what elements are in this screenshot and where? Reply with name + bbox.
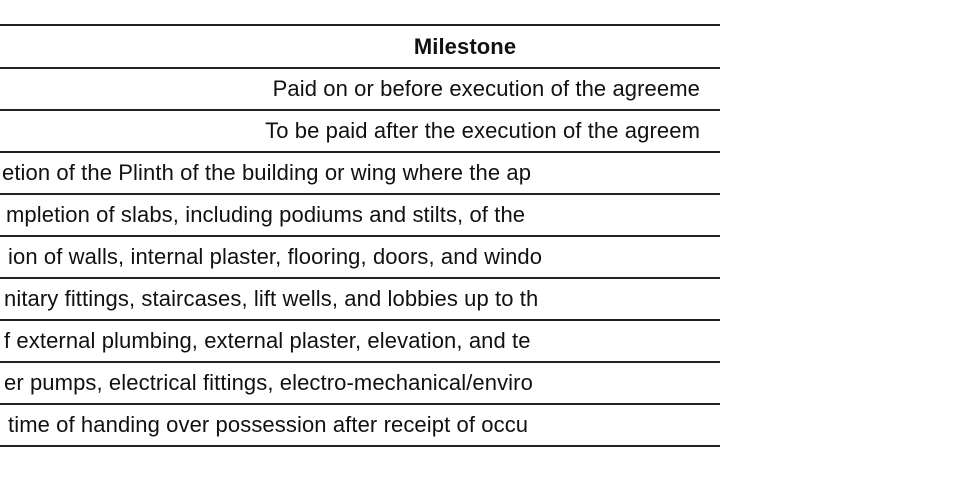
table-row — [0, 279, 720, 321]
milestone-table — [0, 24, 720, 447]
table-row — [0, 153, 720, 195]
milestone-cell: er pumps, electrical fittings, electro-mechanical/enviro — [4, 370, 533, 395]
column-header-milestone: Milestone — [413, 33, 517, 59]
milestone-cell: mpletion of slabs, including podiums and stilts, of the — [6, 202, 526, 227]
milestone-cell: Paid on or before execution of the agreeme — [272, 76, 700, 101]
milestone-cell: ion of walls, internal plaster, flooring, doors, and windo — [8, 244, 543, 269]
table-row — [0, 195, 720, 237]
milestone-cell: nitary fittings, staircases, lift wells, and lobbies up to th — [4, 286, 539, 311]
milestone-cell: etion of the Plinth of the building or wing where the ap — [2, 160, 532, 185]
table-row — [0, 111, 720, 153]
table-row — [0, 321, 720, 363]
milestone-cell: To be paid after the execution of the agreem — [265, 118, 700, 143]
table-row — [0, 405, 720, 447]
milestone-cell: f external plumbing, external plaster, elevation, and te — [4, 328, 531, 353]
table-row — [0, 69, 720, 111]
milestone-cell: time of handing over possession after receipt of occu — [8, 412, 529, 437]
table-row — [0, 237, 720, 279]
table-header-row — [0, 26, 720, 69]
table-row — [0, 363, 720, 405]
